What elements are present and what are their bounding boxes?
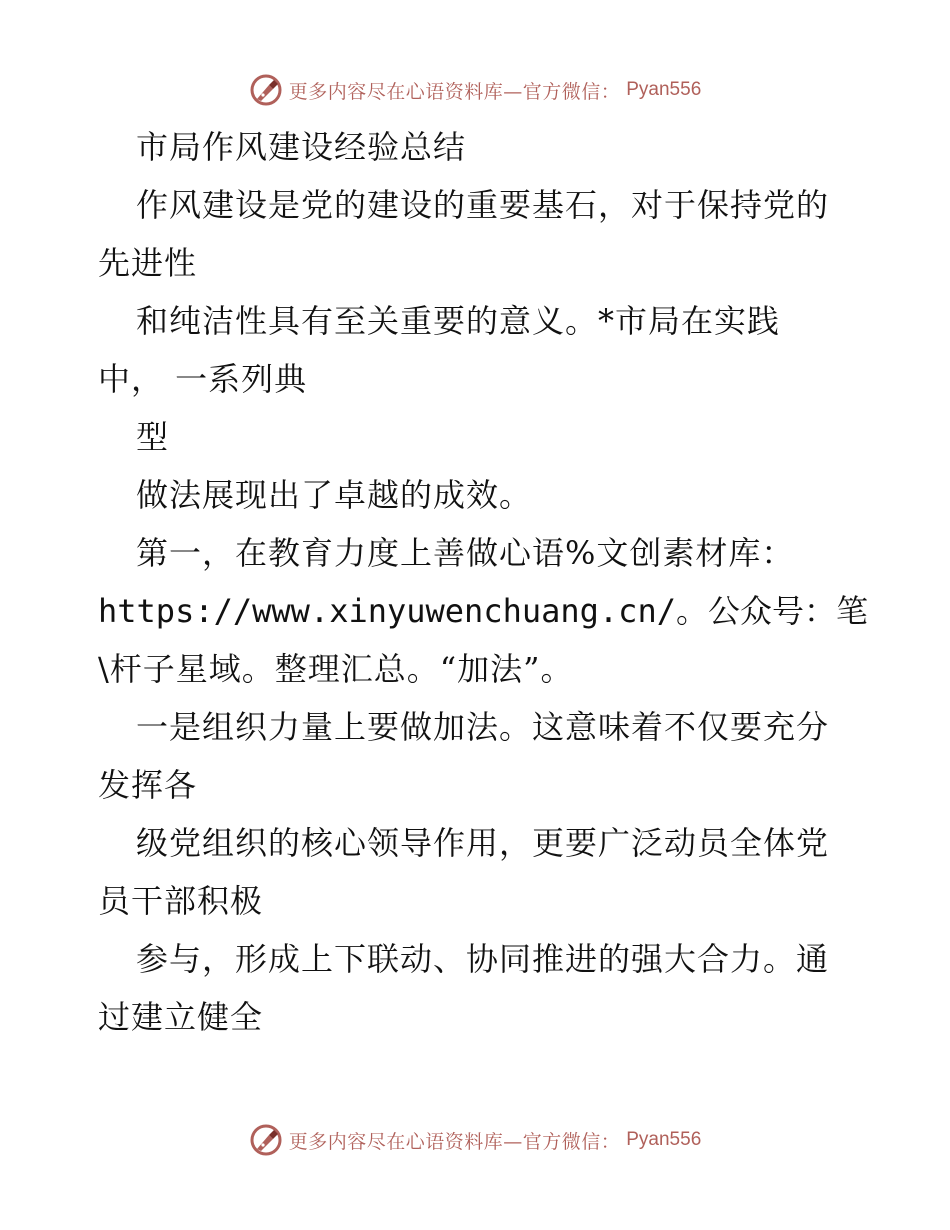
paragraph-line: 先进性 [98,244,198,282]
header-banner [0,70,950,110]
paragraph-line: 一是组织力量上要做加法。这意味着不仅要充分 [136,708,830,746]
paragraph-line-url: https://www.xinyuwenchuang.cn/。公众号：笔 [98,592,868,630]
document-body [98,118,868,1046]
doc-title: 市局作风建设经验总结 [136,128,467,166]
footer-banner [0,1120,950,1160]
paragraph-line: 型 [136,418,170,456]
paragraph-line: 和纯洁性具有至关重要的意义。*市局在实践 [136,302,781,340]
banner-wechat-id: Pyan556 [626,79,702,100]
banner-wechat-id: Pyan556 [626,1129,702,1150]
paragraph-line: 参与，形成上下联动、协同推进的强大合力。通 [136,940,830,978]
paragraph-line: 做法展现出了卓越的成效。 [136,476,533,514]
paragraph-line: \杆子星域。整理汇总。“加法”。 [98,650,574,688]
paragraph-line: 员干部积极 [98,882,264,920]
pen-logo-icon [249,73,283,107]
paragraph-line: 级党组织的核心领导作用，更要广泛动员全体党 [136,824,830,862]
banner-text: 更多内容尽在心语资料库—官方微信： [288,80,621,103]
paragraph-line: 中， 一系列典 [98,360,308,398]
pen-logo-icon [249,1123,283,1157]
banner-text: 更多内容尽在心语资料库—官方微信： [288,1130,621,1153]
paragraph-line: 第一，在教育力度上善做心语%文创素材库： [136,534,795,572]
paragraph-line: 过建立健全 [98,998,264,1036]
paragraph-line: 发挥各 [98,766,198,804]
paragraph-line: 作风建设是党的建设的重要基石，对于保持党的 [136,186,830,224]
